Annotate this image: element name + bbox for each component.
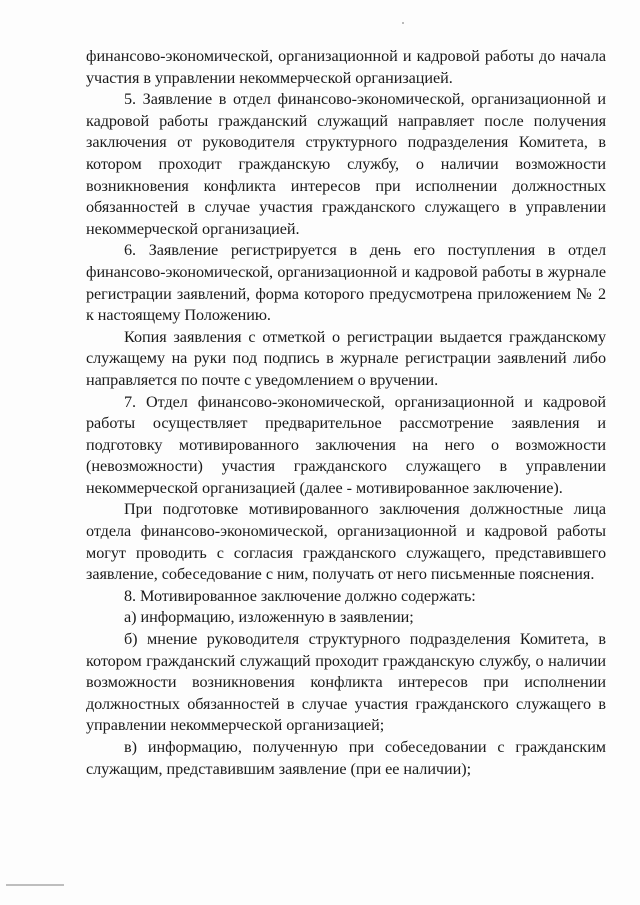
scan-artifact-dot — [402, 22, 404, 24]
paragraph-continuation: финансово-экономической, организационной и кадровой работы до начала участия в управлении некоммерческой организацией. — [86, 47, 606, 87]
paragraph-item-8: 8. Мотивированное заключение должно содержать: — [124, 586, 476, 605]
document-body — [86, 46, 606, 780]
list-item-a: а) информацию, изложенную в заявлении; — [124, 608, 414, 627]
list-item-v: в) информацию, полученную при собеседовании с гражданским служащим, представившим заявление (при ее наличии); — [86, 738, 606, 778]
paragraph-interview: При подготовке мотивированного заключения должностные лица отдела финансово-экономической, организационной и кадровой работы могут проводить с согласия гражданского служащего, представившего заявление, собеседование с ним, получать от него письменные пояснения. — [86, 500, 606, 584]
list-item-b: б) мнение руководителя структурного подразделения Комитета, в котором гражданский служащий проходит гражданскую службу, о наличии возможности возникновения конфликта интересов при исполнении должностных обязанностей в случае участия гражданского служащего в управлении некоммерческой организацией; — [86, 630, 606, 735]
paragraph-copy-registration: Копия заявления с отметкой о регистрации выдается гражданскому служащему на руки под подпись в журнале регистрации заявлений либо направляется по почте с уведомлением о вручении. — [86, 327, 606, 389]
paragraph-item-7: 7. Отдел финансово-экономической, организационной и кадровой работы осуществляет предварительное рассмотрение заявления и подготовку мотивированного заключения на него о возможности (невозможности) участия гражданского служащего в управлении некоммерческой организацией (далее - мотивированное заключение). — [86, 392, 606, 497]
scan-artifact-line — [6, 884, 64, 886]
paragraph-item-5: 5. Заявление в отдел финансово-экономической, организационной и кадровой работы гражданский служащий направляет после получения заключения от руководителя структурного подразделения Комитета, в котором проходит гражданскую службу, о наличии возможности возникновения конфликта интересов при исполнении должностных обязанностей в случае участия гражданского служащего в управлении некоммерческой организацией. — [86, 90, 606, 238]
paragraph-item-6: 6. Заявление регистрируется в день его поступления в отдел финансово-экономической, организационной и кадровой работы в журнале регистрации заявлений, форма которого предусмотрена приложением № 2 к настоящему Положению. — [86, 241, 606, 325]
